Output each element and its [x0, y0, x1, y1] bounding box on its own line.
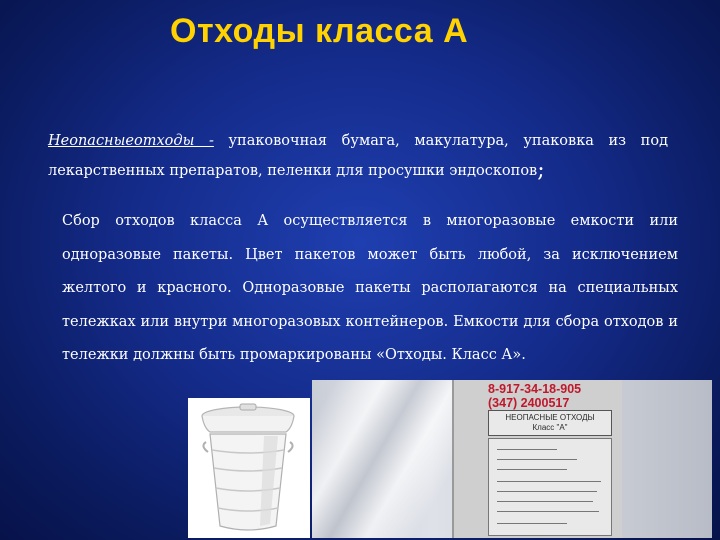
phone-numbers — [488, 382, 581, 410]
label-class: Класс "А" — [532, 423, 568, 432]
definition-text: упаковочная бумага, макулатура, упаковка из под лекарственных препаратов, пеленки для просушки эндоскопов — [48, 133, 668, 179]
definition-end: ; — [537, 158, 545, 183]
label-body — [488, 438, 612, 536]
body-paragraph: Сбор отходов класса А осуществляется в многоразовые емкости или одноразовые пакеты. Цвет пакетов может быть любой, за исключением желтого и красного. Одноразовые пакеты располагаются на специальных тележках или внутри многоразовых контейнеров. Емкости для сбора отходов и тележки должны быть промаркированы «Отходы. Класс А». — [62, 213, 678, 363]
label-line — [497, 511, 599, 512]
bag-label-sticker — [452, 380, 622, 538]
label-line — [497, 501, 593, 502]
slide-title: Отходы класса А — [170, 12, 469, 50]
label-header — [488, 410, 612, 436]
label-line — [497, 469, 567, 470]
label-title: НЕОПАСНЫЕ ОТХОДЫ — [505, 413, 595, 422]
phone-line-1: 8-917-34-18-905 — [488, 382, 582, 396]
phone-line-2: (347) 2400517 — [488, 396, 570, 410]
label-line — [497, 449, 557, 450]
trash-can-image — [188, 398, 310, 538]
label-line — [497, 491, 597, 492]
label-line — [497, 523, 567, 524]
definition-term: Неопасныеотходы - — [48, 133, 214, 149]
label-line — [497, 459, 577, 460]
bag-crinkle — [312, 380, 462, 538]
label-line — [497, 481, 601, 482]
definition-paragraph — [48, 126, 668, 186]
